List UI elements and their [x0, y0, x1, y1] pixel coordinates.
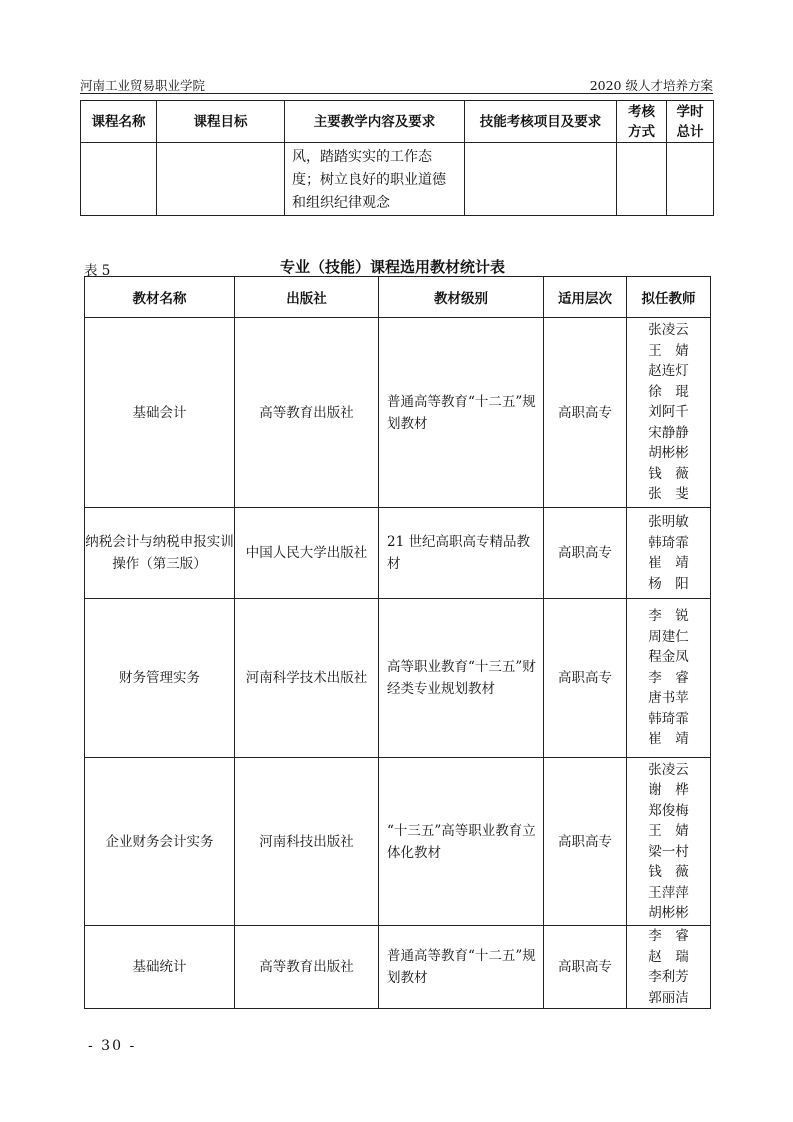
cell-content-text: 风，踏踏实实的工作态度；树立良好的职业道德和组织纪律观念 [292, 149, 446, 211]
page-number: - 30 - [88, 1038, 137, 1054]
cell-course [81, 143, 157, 216]
teacher-list [627, 512, 710, 594]
teacher-name: 韩琦霏 [648, 710, 689, 727]
course-table-continued [80, 100, 714, 216]
cell-grade: 普通高等教育“十二五”规划教材 [379, 318, 544, 508]
teacher-name: 王萍萍 [648, 884, 689, 901]
teacher-name: 谢 桦 [648, 782, 689, 798]
cell-level: 高职高专 [544, 508, 627, 599]
col-teachers: 拟任教师 [627, 277, 711, 318]
teacher-name: 王 婧 [648, 823, 689, 839]
teacher-name: 刘阿千 [648, 404, 689, 421]
col-textbook-name: 教材名称 [85, 277, 235, 318]
teacher-name: 郑俊梅 [648, 802, 689, 819]
teacher-name: 张 斐 [648, 486, 689, 503]
table-header-row [85, 277, 711, 318]
teacher-list [627, 760, 710, 924]
cell-name: 企业财务会计实务 [85, 758, 235, 926]
teacher-name: 程金凤 [648, 649, 689, 666]
teacher-name: 李利芳 [648, 969, 689, 985]
teacher-name: 胡彬彬 [648, 445, 689, 462]
cell-teachers [627, 318, 711, 508]
table-row [85, 758, 711, 926]
cell-grade: 普通高等教育“十二五”规划教材 [379, 926, 544, 1009]
cell-assess [617, 143, 667, 216]
table-title: 专业（技能）课程选用教材统计表 [280, 258, 506, 276]
cell-teachers [627, 599, 711, 758]
teacher-name: 李 锐 [648, 608, 689, 625]
cell-name: 纳税会计与纳税申报实训操作（第三版） [85, 508, 235, 599]
col-assess-method-line1: 考核 [628, 103, 655, 120]
teacher-name: 梁一村 [648, 843, 689, 860]
cell-publisher: 河南科技出版社 [235, 758, 379, 926]
textbook-table [84, 276, 711, 1009]
teacher-name: 崔 靖 [648, 555, 689, 571]
table-row [85, 599, 711, 758]
cell-skill [465, 143, 617, 216]
col-main-content: 主要教学内容及要求 [285, 101, 465, 143]
col-assess-method [617, 101, 667, 143]
col-total-hours [667, 101, 714, 143]
col-publisher: 出版社 [235, 277, 379, 318]
teacher-name: 杨 阳 [648, 575, 689, 592]
col-course-goal: 课程目标 [157, 101, 285, 143]
cell-teachers [627, 758, 711, 926]
cell-publisher: 高等教育出版社 [235, 926, 379, 1009]
col-assess-method-line2: 方式 [628, 123, 655, 140]
header-rule [80, 93, 713, 94]
cell-level: 高职高专 [544, 926, 627, 1009]
header-school: 河南工业贸易职业学院 [80, 78, 206, 93]
teacher-list [627, 606, 710, 750]
col-skill-assessment: 技能考核项目及要求 [465, 101, 617, 143]
teacher-name: 王 婧 [648, 342, 689, 359]
teacher-name: 钱 薇 [648, 465, 689, 482]
teacher-name: 崔 靖 [648, 731, 689, 748]
cell-level: 高职高专 [544, 758, 627, 926]
col-textbook-grade: 教材级别 [379, 277, 544, 318]
teacher-name: 张凌云 [648, 322, 689, 339]
cell-teachers [627, 508, 711, 599]
cell-content [285, 143, 465, 216]
cell-grade: 21 世纪高职高专精品教材 [379, 508, 544, 599]
cell-publisher: 高等教育出版社 [235, 318, 379, 508]
teacher-list [627, 926, 710, 1008]
cell-publisher: 中国人民大学出版社 [235, 508, 379, 599]
cell-level: 高职高专 [544, 599, 627, 758]
teacher-name: 李 睿 [648, 669, 689, 686]
teacher-name: 钱 薇 [648, 864, 689, 880]
col-applicable-level: 适用层次 [544, 277, 627, 318]
cell-grade: “十三五”高等职业教育立体化教材 [379, 758, 544, 926]
teacher-name: 唐书苹 [648, 690, 689, 707]
teacher-name: 胡彬彬 [648, 905, 689, 921]
table-row [85, 926, 711, 1009]
cell-goal [157, 143, 285, 216]
table-row [81, 143, 714, 216]
col-total-hours-line1: 学时 [676, 103, 704, 120]
table-row [85, 508, 711, 599]
cell-hours [667, 143, 714, 216]
col-total-hours-line2: 总计 [676, 123, 704, 140]
teacher-name: 郭丽洁 [648, 989, 689, 1006]
teacher-name: 张凌云 [648, 761, 689, 778]
table-label: 表 5 [84, 263, 111, 279]
teacher-name: 周建仁 [648, 628, 689, 645]
header-doc-title: 2020 级人才培养方案 [589, 78, 713, 93]
teacher-name: 赵 瑞 [648, 948, 689, 965]
col-course-name: 课程名称 [81, 101, 157, 143]
cell-name: 财务管理实务 [85, 599, 235, 758]
cell-name: 基础统计 [85, 926, 235, 1009]
table-header-row [81, 101, 714, 143]
teacher-name: 徐 琨 [648, 383, 689, 400]
cell-grade: 高等职业教育“十三五”财经类专业规划教材 [379, 599, 544, 758]
table-row [85, 318, 711, 508]
cell-publisher: 河南科学技术出版社 [235, 599, 379, 758]
cell-teachers [627, 926, 711, 1009]
teacher-name: 韩琦霏 [648, 534, 689, 551]
teacher-name: 李 睿 [648, 928, 689, 944]
teacher-name: 赵连灯 [648, 363, 689, 380]
teacher-list [627, 320, 710, 505]
teacher-name: 张明敏 [648, 514, 689, 530]
teacher-name: 宋静静 [648, 424, 689, 441]
cell-name: 基础会计 [85, 318, 235, 508]
cell-level: 高职高专 [544, 318, 627, 508]
